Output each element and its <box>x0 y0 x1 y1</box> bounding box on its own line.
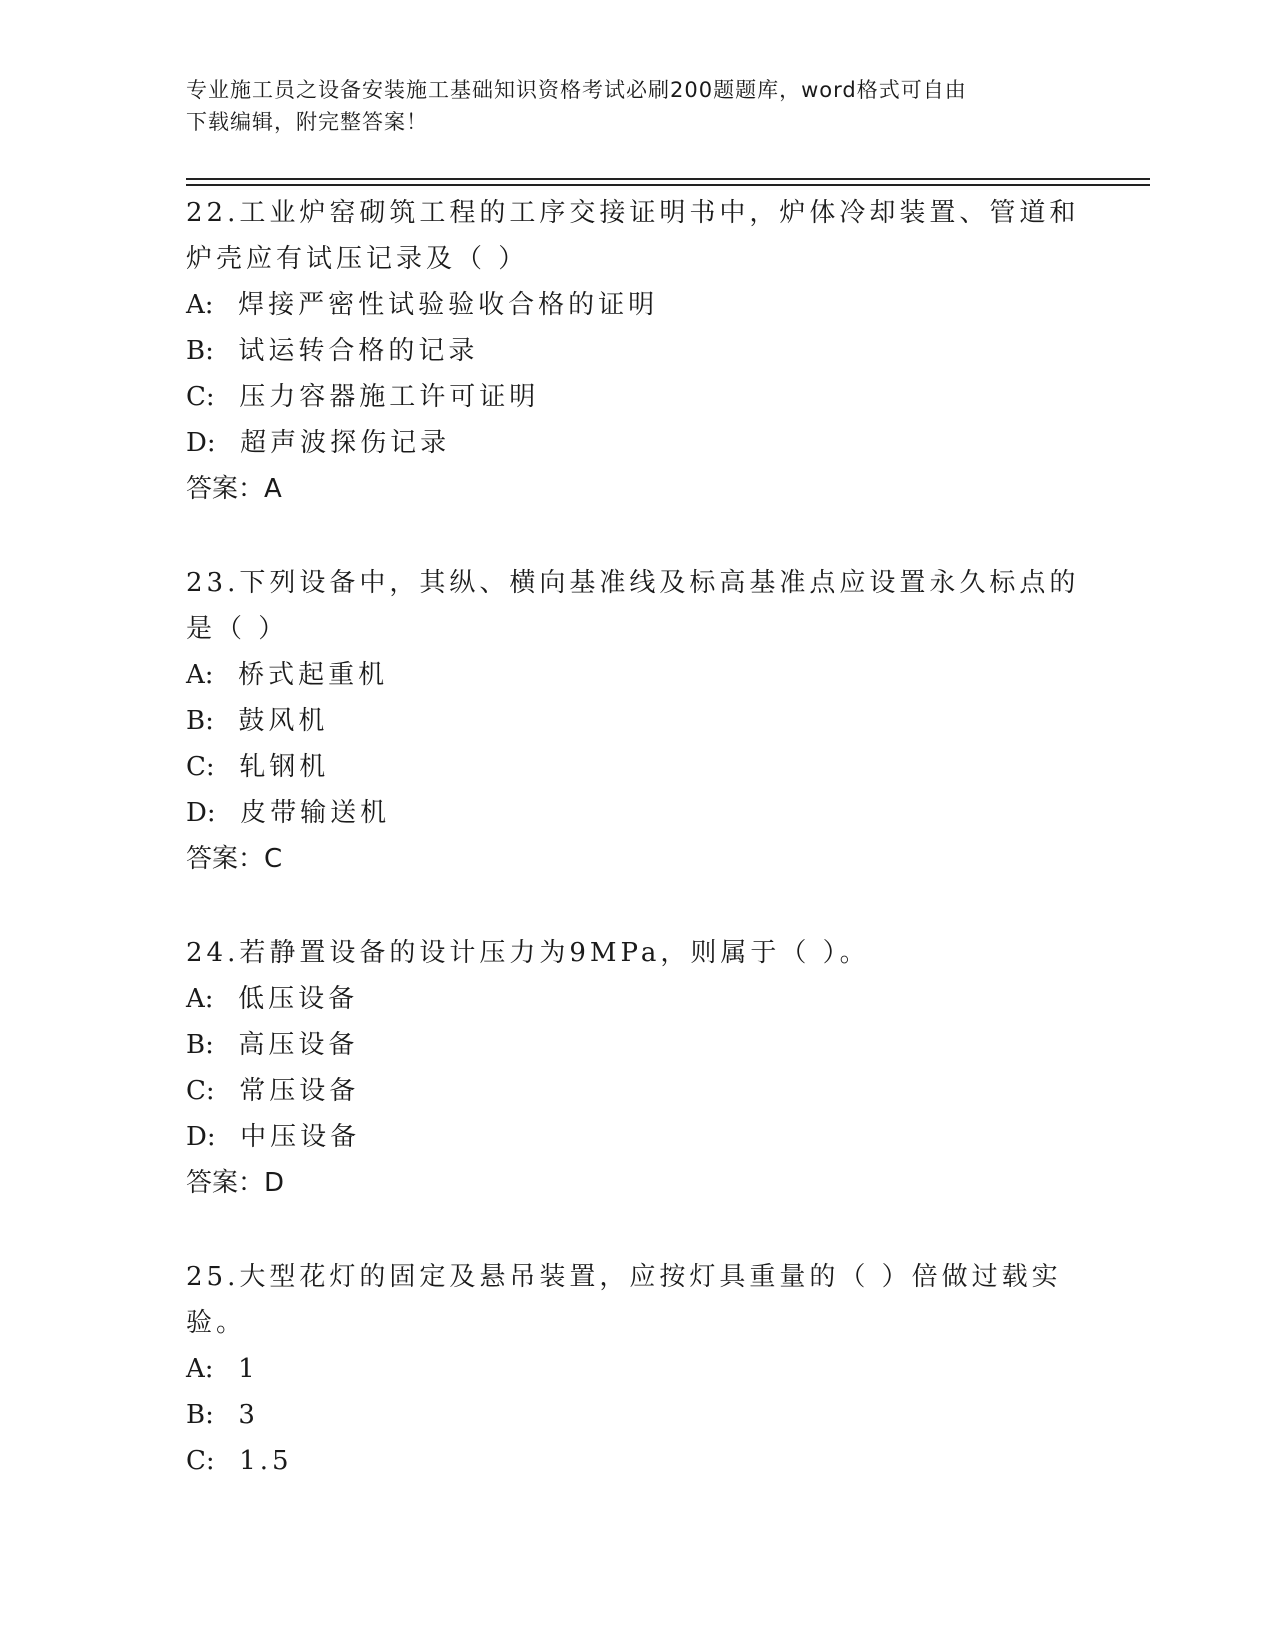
option-letter: D: <box>186 798 216 828</box>
option-text: 皮带输送机 <box>240 798 391 828</box>
option-letter: B: <box>186 336 214 366</box>
option-letter: C: <box>186 1076 215 1106</box>
option-letter: A: <box>186 660 214 690</box>
answer-option <box>186 1346 1086 1392</box>
answer-option <box>186 698 1086 744</box>
option-text: 超声波探伤记录 <box>240 428 451 458</box>
question-stem: 24.若静置设备的设计压力为9MPa，则属于（ ）。 <box>186 938 870 968</box>
question-block <box>186 1254 1086 1484</box>
answer-option <box>186 1438 1086 1484</box>
answer-option <box>186 328 1086 374</box>
answer-key: 答案：A <box>186 474 282 504</box>
option-letter: A: <box>186 984 214 1014</box>
option-letter: B: <box>186 1400 214 1430</box>
answer-key: 答案：C <box>186 844 283 874</box>
option-text: 1.5 <box>239 1446 293 1476</box>
answer-option <box>186 744 1086 790</box>
option-text: 常压设备 <box>239 1076 360 1106</box>
header-divider-bottom <box>186 184 1150 186</box>
question-stem: 23.下列设备中，其纵、横向基准线及标高基准点应设置永久标点的是（ ） <box>186 568 1080 644</box>
option-text: 鼓风机 <box>238 706 329 736</box>
header-line-1: 专业施工员之设备安装施工基础知识资格考试必刷200题题库，word格式可自由 <box>186 78 967 102</box>
option-text: 中压设备 <box>240 1122 361 1152</box>
option-letter: C: <box>186 382 215 412</box>
option-text: 焊接严密性试验验收合格的证明 <box>238 290 659 320</box>
question-block <box>186 190 1086 512</box>
question-block <box>186 930 1086 1206</box>
answer-key: 答案：D <box>186 1168 285 1198</box>
option-letter: A: <box>186 1354 214 1384</box>
option-text: 桥式起重机 <box>238 660 389 690</box>
option-text: 轧钢机 <box>239 752 330 782</box>
option-letter: D: <box>186 428 216 458</box>
answer-option <box>186 1392 1086 1438</box>
option-text: 3 <box>238 1400 259 1430</box>
option-letter: C: <box>186 752 215 782</box>
option-text: 压力容器施工许可证明 <box>239 382 540 412</box>
answer-option <box>186 282 1086 328</box>
document-header <box>186 74 1066 138</box>
header-divider-top <box>186 178 1150 180</box>
answer-option <box>186 976 1086 1022</box>
option-text: 低压设备 <box>238 984 359 1014</box>
option-letter: A: <box>186 290 214 320</box>
option-letter: C: <box>186 1446 215 1476</box>
answer-option <box>186 652 1086 698</box>
question-stem: 22.工业炉窑砌筑工程的工序交接证明书中，炉体冷却装置、管道和炉壳应有试压记录及（ ） <box>186 198 1080 274</box>
option-letter: B: <box>186 1030 214 1060</box>
answer-option <box>186 1068 1086 1114</box>
question-block <box>186 560 1086 882</box>
answer-option <box>186 374 1086 420</box>
answer-option <box>186 420 1086 466</box>
option-text: 高压设备 <box>238 1030 359 1060</box>
option-letter: B: <box>186 706 214 736</box>
option-text: 试运转合格的记录 <box>238 336 479 366</box>
header-line-2: 下载编辑，附完整答案！ <box>186 110 428 134</box>
option-letter: D: <box>186 1122 216 1152</box>
option-text: 1 <box>238 1354 259 1384</box>
answer-option <box>186 790 1086 836</box>
answer-option <box>186 1114 1086 1160</box>
question-list <box>186 190 1086 1532</box>
question-stem: 25.大型花灯的固定及悬吊装置，应按灯具重量的（ ）倍做过载实验。 <box>186 1262 1062 1338</box>
answer-option <box>186 1022 1086 1068</box>
